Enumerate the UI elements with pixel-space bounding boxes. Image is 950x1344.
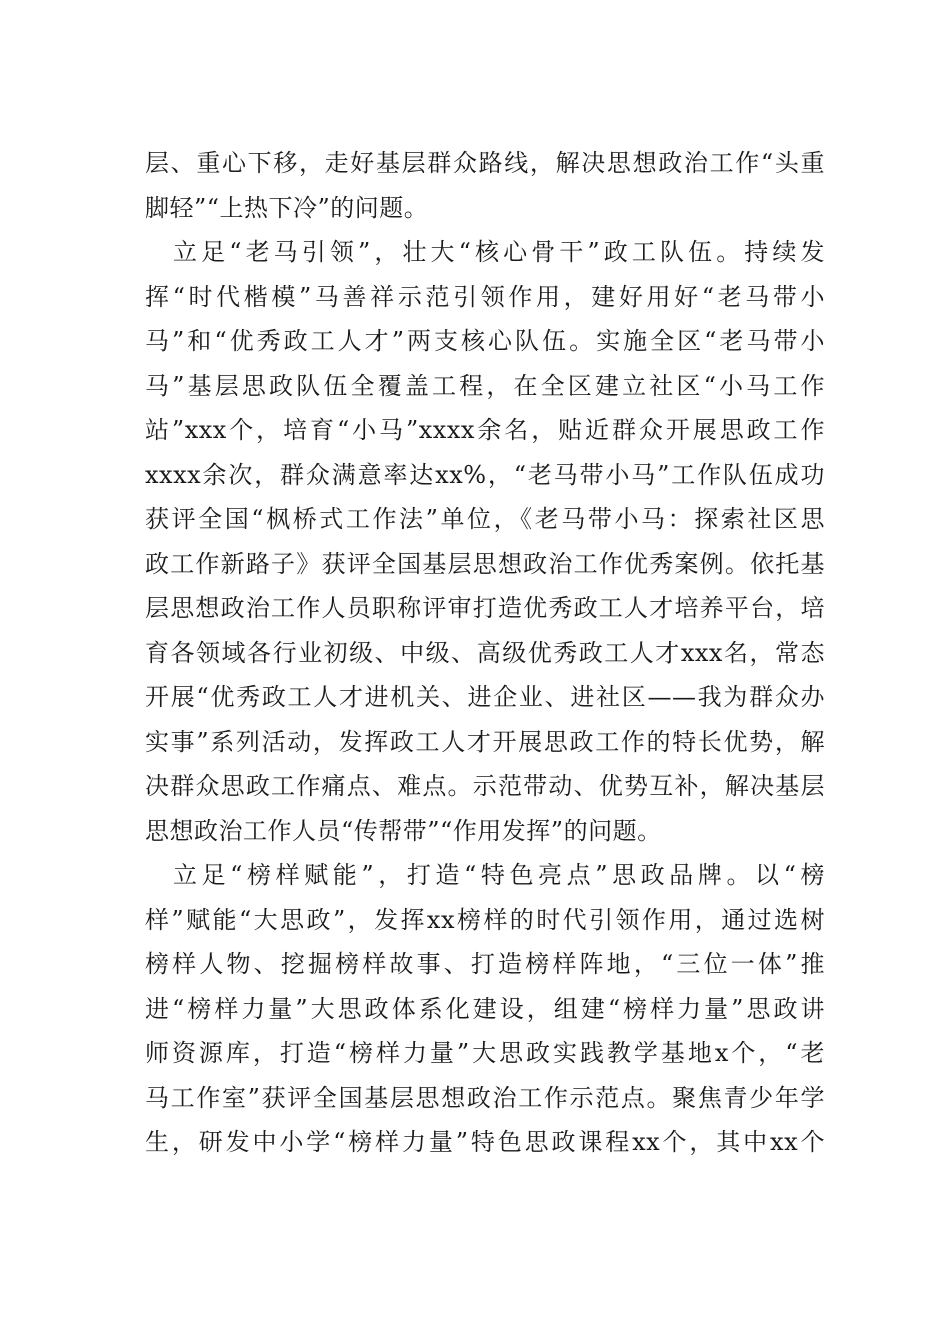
text-line: 立足“榜样赋能”，打造“特色亮点”思政品牌。以“榜 — [173, 861, 825, 889]
text-line: xxxx余次，群众满意率达xx%，“老马带小马”工作队伍成功 — [145, 460, 825, 489]
text-line: 立足“老马引领”，壮大“核心骨干”政工队伍。持续发 — [173, 238, 825, 266]
text-line: 师资源库，打造“榜样力量”大思政实践教学基地x个，“老 — [145, 1039, 825, 1067]
text-line: 榜样人物、挖掘榜样故事、打造榜样阵地，“三位一体”推 — [145, 950, 825, 978]
text-line: 马”基层思政队伍全覆盖工程，在全区建立社区“小马工作 — [145, 371, 825, 400]
text-line: 脚轻”“上热下冷”的问题。 — [145, 193, 429, 222]
text-line: 进“榜样力量”大思政体系化建设，组建“榜样力量”思政讲 — [145, 994, 825, 1023]
text-line: 育各领域各行业初级、中级、高级优秀政工人才xxx名，常态 — [145, 638, 825, 667]
text-line: 样”赋能“大思政”，发挥xx榜样的时代引领作用，通过选树 — [145, 905, 825, 934]
text-line: 站”xxx个，培育“小马”xxxx余名，贴近群众开展思政工作 — [145, 416, 825, 444]
text-line: 实事”系列活动，发挥政工人才开展思政工作的特长优势，解 — [145, 727, 825, 756]
text-line: 层思想政治工作人员职称评审打造优秀政工人才培养平台，培 — [145, 594, 825, 622]
text-line: 思想政治工作人员“传帮带”“作用发挥”的问题。 — [145, 816, 662, 845]
text-line: 政工作新路子》获评全国基层思想政治工作优秀案例。依托基 — [145, 549, 825, 578]
text-line: 挥“时代楷模”马善祥示范引领作用，建好用好“老马带小 — [145, 282, 825, 311]
text-line: 获评全国“枫桥式工作法”单位，《老马带小马：探索社区思 — [145, 505, 825, 533]
text-line: 层、重心下移，走好基层群众路线，解决思想政治工作“头重 — [145, 149, 825, 177]
text-line: 决群众思政工作痛点、难点。示范带动、优势互补，解决基层 — [145, 772, 825, 800]
text-line: 马”和“优秀政工人才”两支核心队伍。实施全区“老马带小 — [145, 327, 825, 355]
text-line: 开展“优秀政工人才进机关、进企业、进社区——我为群众办 — [145, 683, 825, 711]
document-body — [145, 141, 825, 1165]
text-line: 马工作室”获评全国基层思想政治工作示范点。聚焦青少年学 — [145, 1083, 825, 1112]
text-line: 生，研发中小学“榜样力量”特色思政课程xx个，其中xx个 — [145, 1128, 825, 1156]
